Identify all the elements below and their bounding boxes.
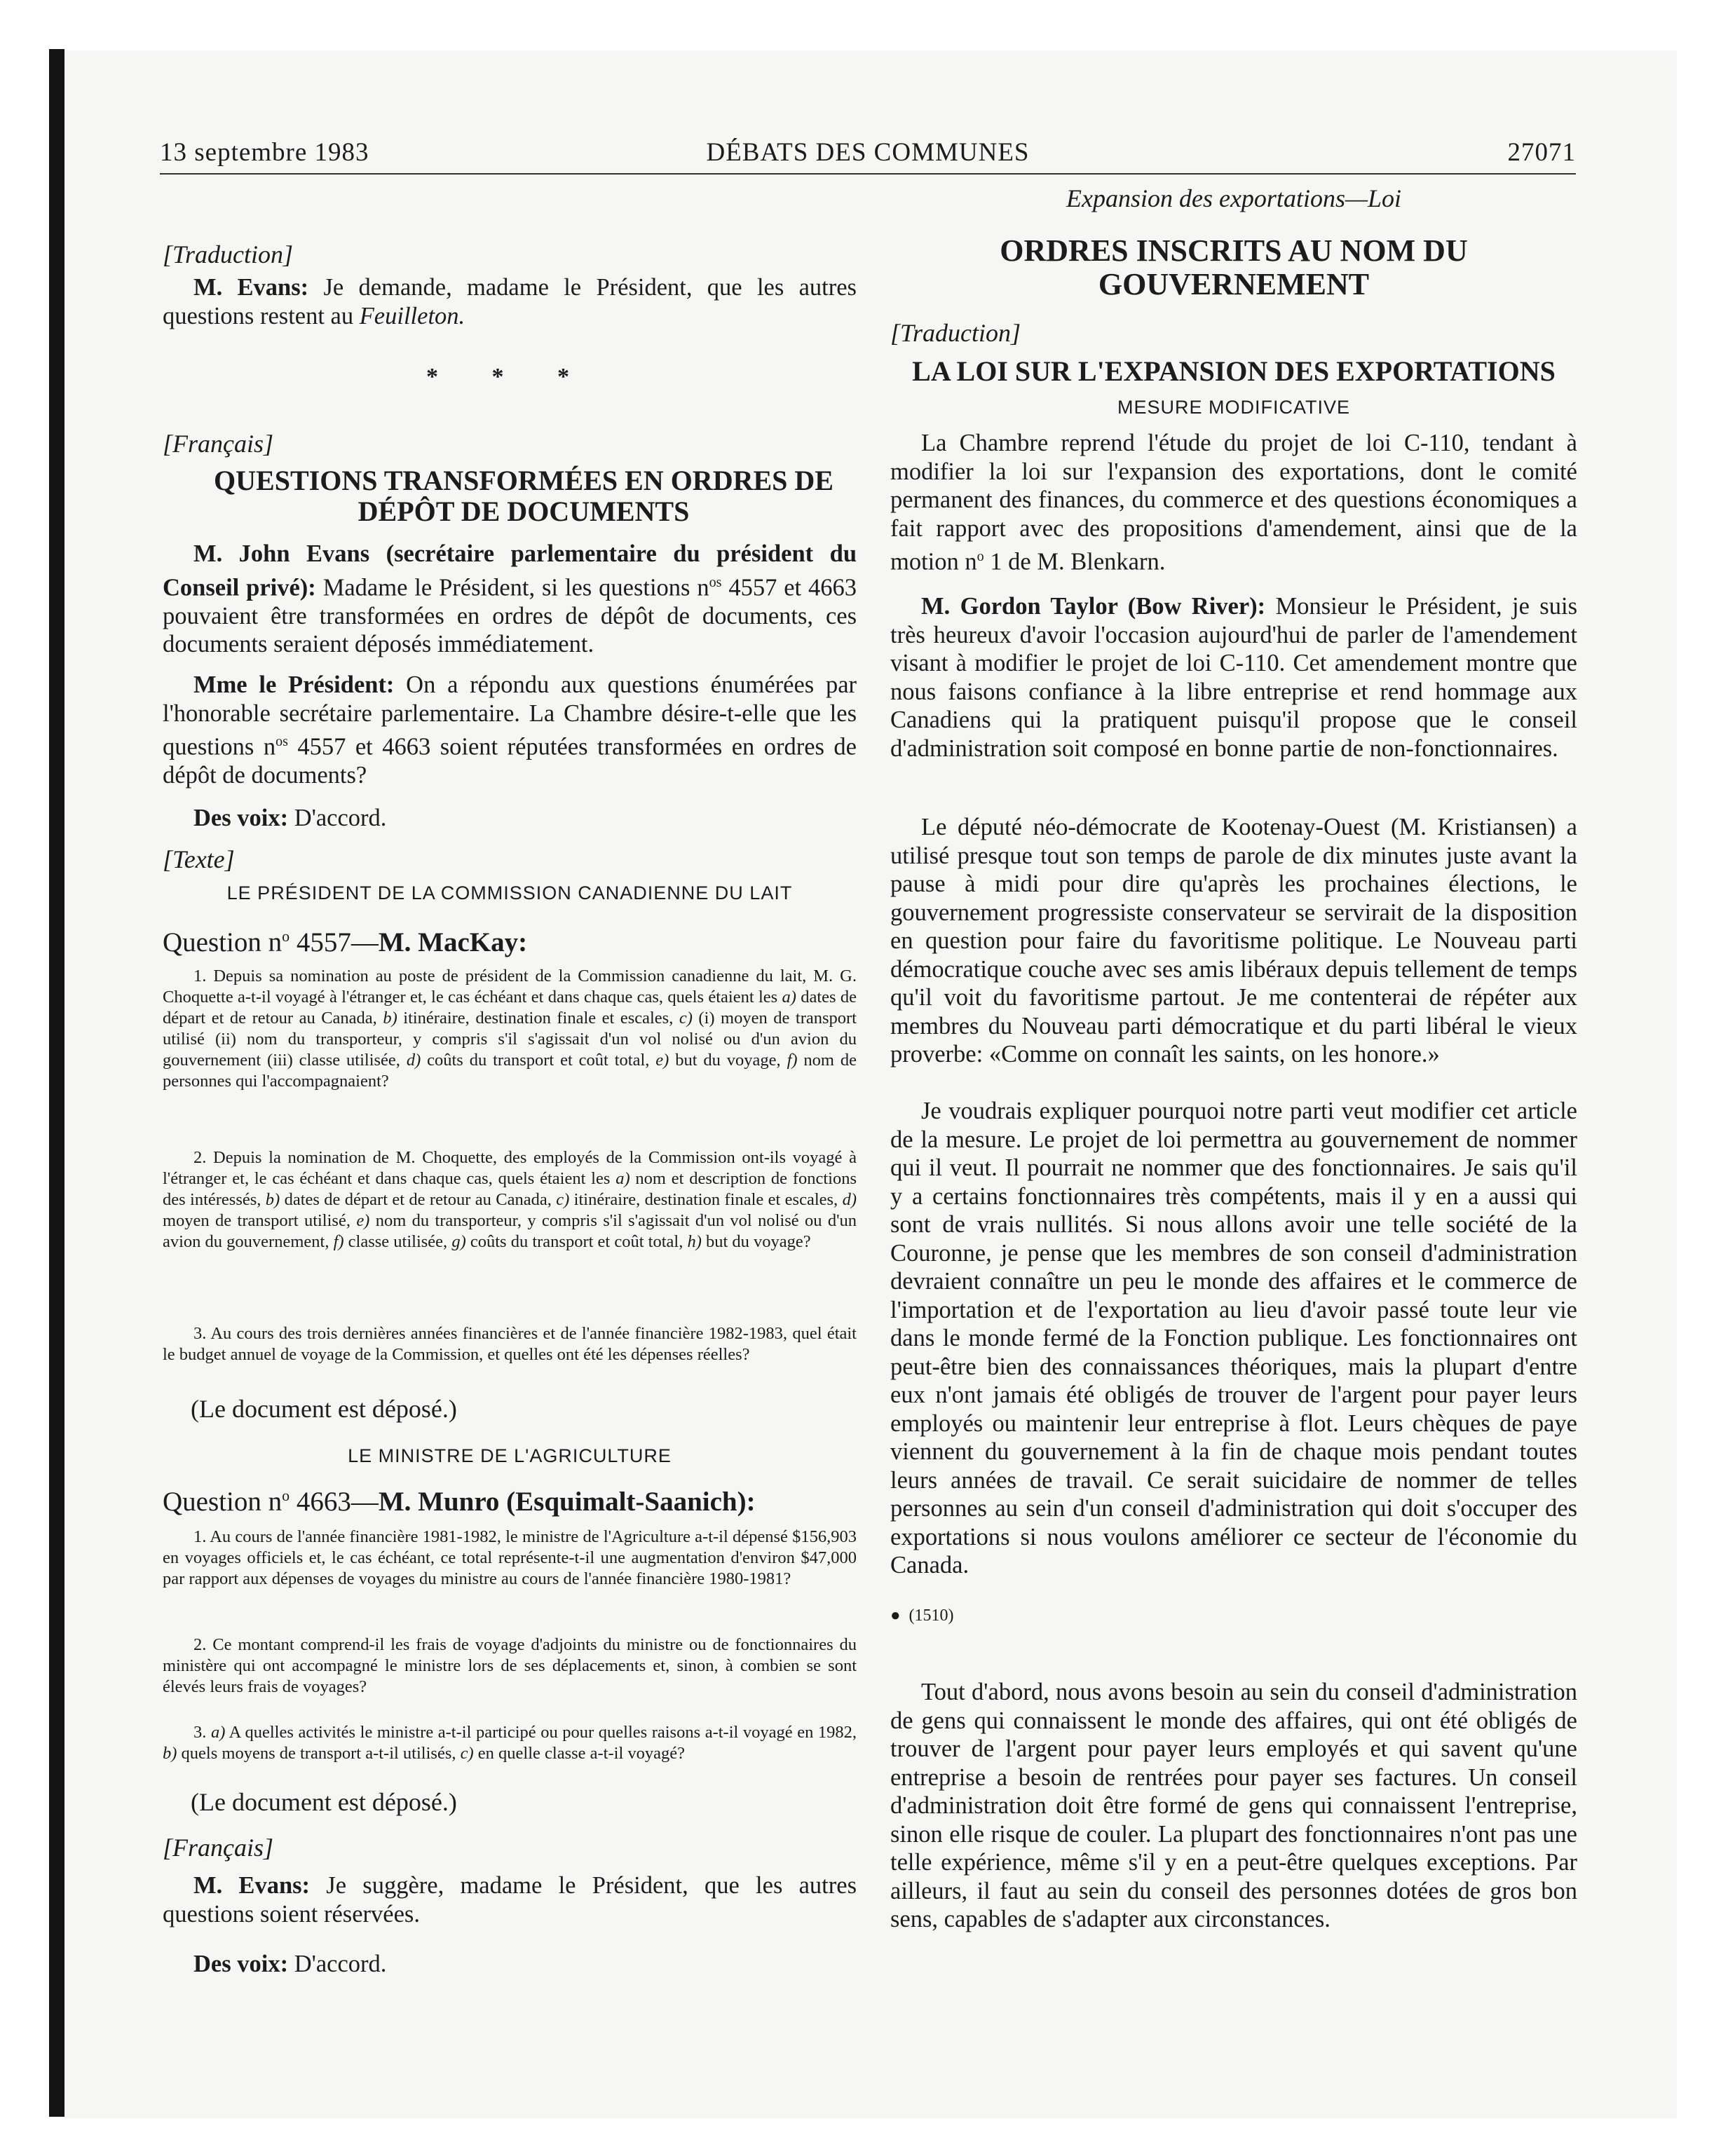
speaker-name: M. Evans:	[193, 274, 309, 301]
language-marker: [Français]	[163, 1834, 274, 1862]
speaker-statement: Mme le Président: On a répondu aux questions énumérées par l'honorable secrétaire parlementaire. La Chambre désire-t-elle que les questions $n^{os}$ 4557 et 4663 soient réputées transformées en ordres de dépôt de documents?	[163, 671, 857, 789]
question-item: 3. Au cours des trois dernières années financières et de l'année financière 1982-1983, quel était le budget annuel de voyage de la Commission, et quelles ont été les dépenses réelles?	[163, 1324, 857, 1364]
question-item: 1. Au cours de l'année financière 1981-1982, le ministre de l'Agriculture a-t-il dépensé $156,903 en voyages officiels et, le cas échéant, ce total représente-t-il une augmentation d'environ $47,000 par rapport aux dépenses de voyages du ministre au cours de l'année financière 1980-1981?	[163, 1527, 857, 1588]
header-title: DÉBATS DES COMMUNES	[706, 138, 1030, 167]
header-date: 13 septembre 1983	[160, 138, 369, 167]
translation-marker: [Traduction]	[890, 319, 1021, 347]
question-item: 3. a) A quelles activités le ministre a-t-il participé ou pour quelles raisons a-t-il voyagé en 1982, b) quels moyens de transport a-t-il utilisés, c) en quelle classe a-t-il voyagé?	[163, 1723, 857, 1763]
debate-paragraph: Tout d'abord, nous avons besoin au sein du conseil d'administration de gens qui connaissent le monde des affaires, qui ont été obligés de trouver de l'argent pour payer leurs employés et qui savent qu'une entreprise a besoin de rentrées pour payer ses factures. Un conseil d'administration doit être formé de gens qui connaissent l'entreprise, sinon elle risque de couler. La plupart des fonctionnaires n'ont pas une telle expérience, même s'il y en a peut-être quelques exceptions. Par ailleurs, il faut au sein du conseil des personnes dotées de gros bon sens, capables de s'adapter aux circonstances.	[890, 1679, 1577, 1932]
question-heading: Question $n^o$ 4557—M. MacKay:	[163, 927, 528, 957]
speaker-name: Mme le Président:	[193, 671, 395, 698]
subsection-heading: MESURE MODIFICATIVE	[1117, 397, 1351, 418]
speaker-name: M. John Evans (secrétaire parlementaire du président du Conseil privé):	[163, 540, 857, 601]
debate-paragraph: Je voudrais expliquer pourquoi notre parti veut modifier cet article de la mesure. Le projet de loi permettra au gouvernement de nommer qui il veut. Il pourrait ne nommer que des fonctionnaires. Je sais qu'il y a certains fonctionnaires très compétents, mais il y en a aussi qui sont de vrais nullités. Si nous allons avoir une telle société de la Couronne, je pense que les membres de son conseil d'administration devraient connaître un peu le monde des affaires et le commerce de l'importation et de l'exportation au lieu d'avoir passé toute leur vie dans le monde fermé de la Fonction publique. Les fonctionnaires ont peut-être bien des connaissances théoriques, mais la plupart d'entre eux n'ont jamais été obligés de trouver de l'argent pour payer leurs employés ou maintenir leur entreprise à flot. Leurs chèques de paye viennent du gouvernement à la fin de chaque mois pendant toutes leurs années de travail. Ce serait suicidaire de nommer de telles personnes au sein d'un conseil d'administration qui doit s'occuper des exportations si nous voulons améliorer ce secteur de l'économie du Canada.	[890, 1098, 1577, 1578]
text-marker: [Texte]	[163, 845, 235, 873]
document-tabled: (Le document est déposé.)	[191, 1395, 457, 1423]
header-rule	[160, 173, 1576, 175]
running-head: Expansion des exportations—Loi	[1066, 184, 1401, 212]
language-marker: [Français]	[163, 430, 274, 458]
evans-statement: M. Evans: Je demande, madame le Président, que les autres questions restent au Feuilleton.	[163, 274, 857, 329]
subsection-heading: LE PRÉSIDENT DE LA COMMISSION CANADIENNE DU LAIT	[226, 882, 793, 903]
voices-response: Des voix: D'accord.	[193, 1951, 387, 1977]
speaker-name: Des voix:	[193, 805, 289, 831]
document-tabled: (Le document est déposé.)	[191, 1788, 457, 1816]
bullet-icon: ●	[890, 1606, 909, 1625]
translation-marker: [Traduction]	[163, 240, 294, 268]
debate-paragraph: Le député néo-démocrate de Kootenay-Ouest (M. Kristiansen) a utilisé presque tout son temps de parole de dix minutes juste avant la pause à midi pour dire qu'après les prochaines élections, le gouvernement progressiste conservateur se servirait de la disposition en question pour faire du favoritisme politique. Le Nouveau parti démocratique couche avec ses amis libéraux depuis tellement de temps qu'il voit du favoritisme partout. Je me contenterai de répéter aux membres du Nouveau parti démocratique et du parti libéral le vieux proverbe: «Comme on connaît les saints, on les honore.»	[890, 814, 1578, 1067]
page-header	[160, 137, 1576, 171]
scan-border	[49, 49, 64, 2117]
voices-response: Des voix: D'accord.	[193, 805, 387, 831]
subsection-heading: LE MINISTRE DE L'AGRICULTURE	[348, 1445, 672, 1466]
header-page-number: 27071	[1507, 138, 1576, 167]
bill-heading: LA LOI SUR L'EXPANSION DES EXPORTATIONS	[912, 355, 1556, 387]
time-marker: ● (1510)	[890, 1606, 954, 1625]
speaker-name: Des voix:	[193, 1951, 289, 1977]
section-heading: ORDRES INSCRITS AU NOM DU GOUVERNEMENT	[1000, 233, 1468, 301]
section-separator: * * *	[426, 364, 593, 390]
question-heading: Question $n^o$ 4663—M. Munro (Esquimalt-Saanich):	[163, 1487, 756, 1517]
john-evans-statement: M. John Evans (secrétaire parlementaire du président du Conseil privé): Madame le Président, si les questions $n^{os}$ 4557 et 4663 pouvaient être transformées en ordres de dépôt de documents, ces documents seraient déposés immédiatement.	[163, 540, 857, 657]
section-heading: QUESTIONS TRANSFORMÉES EN ORDRES DE DÉPÔT DE DOCUMENTS	[214, 465, 834, 527]
question-item: 2. Ce montant comprend-il les frais de voyage d'adjoints du ministre ou de fonctionnaires du ministère qui ont accompagné le ministre lors de ses déplacements et, sinon, à combien se sont élevés leurs frais de voyages?	[163, 1635, 857, 1696]
question-item: 1. Depuis sa nomination au poste de président de la Commission canadienne du lait, M. G. Choquette a-t-il voyagé à l'étranger et, le cas échéant et dans chaque cas, quels étaient les a) dates de départ et de retour au Canada, b) itinéraire, destination finale et escales, c) (i) moyen de transport utilisé (ii) nom du transporteur, y compris s'il s'agissait d'un vol nolisé ou d'un avion du gouvernement (iii) classe utilisée, d) coûts du transport et coût total, e) but du voyage, f) nom de personnes qui l'accompagnaient?	[163, 967, 857, 1091]
speaker-name: M. Gordon Taylor (Bow River):	[921, 593, 1266, 620]
debate-paragraph: La Chambre reprend l'étude du projet de loi C-110, tendant à modifier la loi sur l'expansion des exportations, dont le comité permanent des finances, du commerce et des questions économiques a fait rapport avec des propositions d'amendement, ainsi que de la motion $n^o$ 1 de M. Blenkarn.	[890, 430, 1577, 575]
speaker-name: M. Evans:	[193, 1872, 311, 1899]
question-item: 2. Depuis la nomination de M. Choquette, des employés de la Commission ont-ils voyagé à l'étranger et, le cas échéant et dans chaque cas, quels étaient les a) nom et description de fonctions des intéressés, b) dates de départ et de retour au Canada, c) itinéraire, destination finale et escales, d) moyen de transport utilisé, e) nom du transporteur, y compris s'il s'agissait d'un vol nolisé ou d'un avion du gouvernement, f) classe utilisée, g) coûts du transport et coût total, h) but du voyage?	[163, 1148, 857, 1251]
taylor-statement: M. Gordon Taylor (Bow River): Monsieur le Président, je suis très heureux d'avoir l'occasion aujourd'hui de parler de l'amendement visant à modifier le projet de loi C-110. Cet amendement montre que nous faisons confiance à la libre entreprise et rend hommage aux Canadiens qui la pratiquent puisqu'il propose que le conseil d'administration soit composé en bonne partie de non-fonctionnaires.	[890, 593, 1577, 762]
evans-suggestion: M. Evans: Je suggère, madame le Président, que les autres questions soient réservées.	[163, 1872, 857, 1928]
